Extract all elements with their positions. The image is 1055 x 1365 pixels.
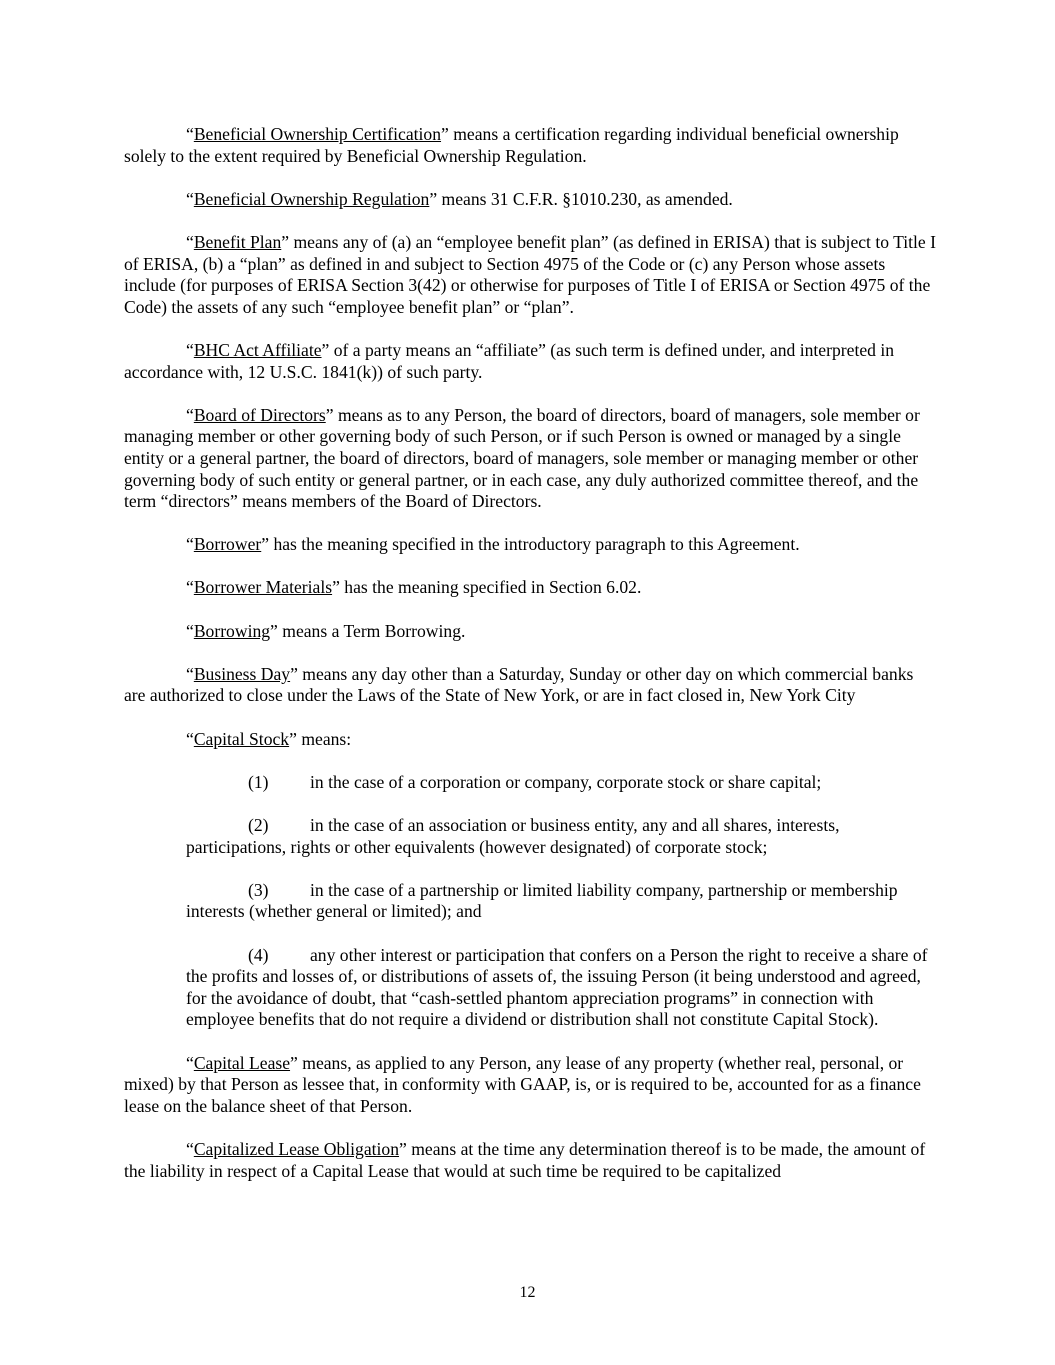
item-text: in the case of an association or business entity, any and all shares, interests, participations, rights or other equivalents (however designated) of corporate stock;	[186, 815, 840, 857]
definition-capital-lease: “Capital Lease” means, as applied to any Person, any lease of any property (whether real, personal, or mixed) by that Person as lessee that, in conformity with GAAP, is, or is required to be, accounted for as a finance lease on the balance sheet of that Person.	[124, 1052, 921, 1116]
item-text: in the case of a partnership or limited liability company, partnership or membership interests (whether general or limited); and	[186, 879, 898, 922]
definition-beneficial-ownership-regulation: “Beneficial Ownership Regulation” means 31 C.F.R. §1010.230, as amended.	[186, 188, 733, 209]
definition-text: of a party means an “affiliate” (as such term is defined under, and interpreted in accordance with, 12 U.S.C. 1841(k)) of such party.	[124, 339, 895, 382]
defined-term: Capital Stock	[193, 728, 290, 749]
capital-stock-item	[186, 945, 936, 1031]
defined-term: Borrower	[193, 534, 262, 555]
capital-stock-item	[186, 772, 936, 794]
document-page	[124, 124, 936, 1204]
defined-term: Business Day	[193, 663, 291, 684]
definition-beneficial-ownership-certification: “Beneficial Ownership Certification” means a certification regarding individual beneficial ownership solely to the extent required by Beneficial Ownership Regulation.	[124, 124, 899, 166]
definition-text: means a Term Borrowing.	[277, 620, 466, 641]
definition-text: means any day other than a Saturday, Sunday or other day on which commercial banks are authorized to close under the Laws of the State of New York, or are in fact closed in, New York City	[124, 663, 914, 706]
definition-borrower-materials: “Borrower Materials” has the meaning specified in Section 6.02.	[186, 577, 642, 598]
definition-text: means, as applied to any Person, any lease of any property (whether real, personal, or mixed) by that Person as lessee that, in conformity with GAAP, is, or is required to be, accounted for as a finance lease on the balance sheet of that Person.	[124, 1052, 921, 1116]
definition-text: has the meaning specified in Section 6.02.	[339, 577, 642, 598]
capital-stock-item	[186, 880, 936, 923]
definition-bhc-act-affiliate: “BHC Act Affiliate” of a party means an “affiliate” (as such term is defined under, and interpreted in accordance with, 12 U.S.C. 1841(k)) of such party.	[124, 339, 895, 382]
definition-text: has the meaning specified in the introductory paragraph to this Agreement.	[269, 534, 800, 555]
definition-text: means as to any Person, the board of directors, board of managers, sole member or managing member or other governing body of such Person, or if such Person is owned or managed by a single entity or a general partner, the board of directors, board of managers, sole member or managing member or other governing body of such entity or general partner, or in each case, any duly authorized committee thereof, and the term “directors” means members of the Board of Directors.	[124, 404, 920, 512]
item-text: any other interest or participation that confers on a Person the right to receive a share of the profits and losses of, or distributions of assets of, the issuing Person (it being understood and agreed, for the avoidance of doubt, that “cash-settled phantom appreciation programs” in connection with employee benefits that do not require a dividend or distribution shall not constitute Capital Stock).	[186, 944, 928, 1030]
page-number: 12	[519, 1284, 536, 1301]
defined-term: Borrower Materials	[193, 577, 333, 598]
defined-term: Beneficial Ownership Regulation	[193, 188, 430, 209]
defined-term: Benefit Plan	[193, 231, 282, 252]
defined-term: Beneficial Ownership Certification	[193, 124, 442, 144]
definition-board-of-directors: “Board of Directors” means as to any Person, the board of directors, board of managers, sole member or managing member or other governing body of such Person, or if such Person is owned or managed by a single entity or a general partner, the board of directors, board of managers, sole member or managing member or other governing body of such entity or general partner, or in each case, any duly authorized committee thereof, and the term “directors” means members of the Board of Directors.	[124, 404, 920, 512]
item-number: (4)	[248, 944, 269, 965]
item-number: (1)	[248, 771, 269, 792]
definition-borrowing: “Borrowing” means a Term Borrowing.	[186, 620, 466, 641]
defined-term: Capital Lease	[193, 1052, 291, 1073]
definition-text: means a certification regarding individual beneficial ownership solely to the extent required by Beneficial Ownership Regulation.	[124, 124, 899, 166]
definition-text: means:	[296, 728, 352, 749]
definition-benefit-plan: “Benefit Plan” means any of (a) an “employee benefit plan” (as defined in ERISA) that is subject to Title I of ERISA, (b) a “plan” as defined in and subject to Section 4975 of the Code or (c) any Person whose assets include (for purposes of ERISA Section 3(42) or otherwise for purposes of Title I of ERISA or Section 4975 of the Code) the assets of any such “employee benefit plan” or “plan”.	[124, 231, 936, 317]
definition-capital-stock: “Capital Stock” means:	[186, 728, 352, 749]
defined-term: Borrowing	[193, 620, 271, 641]
definition-text: means any of (a) an “employee benefit plan” (as defined in ERISA) that is subject to Title I of ERISA, (b) a “plan” as defined in and subject to Section 4975 of the Code or (c) any Person whose assets include (for purposes of ERISA Section 3(42) or otherwise for purposes of Title I of ERISA or Section 4975 of the Code) the assets of any such “employee benefit plan” or “plan”.	[124, 231, 936, 317]
capital-stock-item	[186, 815, 936, 858]
definition-text: means at the time any determination thereof is to be made, the amount of the liability in respect of a Capital Lease that would at such time be required to be capitalized	[124, 1138, 926, 1181]
item-number: (2)	[248, 815, 269, 835]
definition-capitalized-lease-obligation: “Capitalized Lease Obligation” means at the time any determination thereof is to be made, the amount of the liability in respect of a Capital Lease that would at such time be required to be capitalized	[124, 1138, 926, 1181]
defined-term: BHC Act Affiliate	[193, 339, 322, 360]
definition-text: means 31 C.F.R. §1010.230, as amended.	[437, 188, 733, 209]
definition-business-day: “Business Day” means any day other than a Saturday, Sunday or other day on which commercial banks are authorized to close under the Laws of the State of New York, or are in fact closed in, New York City	[124, 663, 914, 706]
definition-borrower: “Borrower” has the meaning specified in the introductory paragraph to this Agreement.	[186, 534, 800, 555]
defined-term: Board of Directors	[193, 404, 326, 425]
item-number: (3)	[248, 879, 269, 900]
defined-term: Capitalized Lease Obligation	[193, 1138, 400, 1159]
item-text: in the case of a corporation or company, corporate stock or share capital;	[310, 771, 822, 792]
